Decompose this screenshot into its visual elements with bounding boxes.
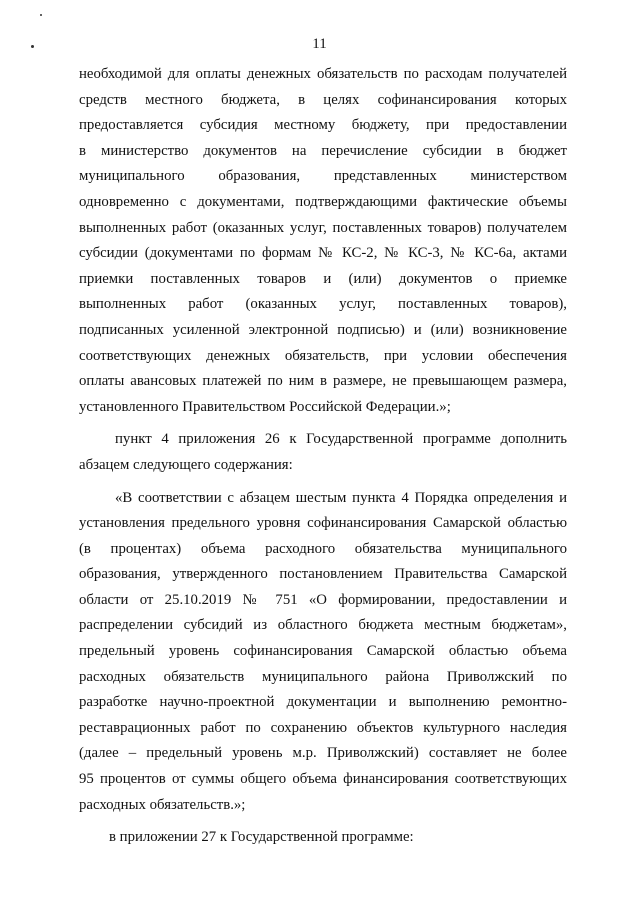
- text-line: установленного Правительством Российской Федерации.»;: [79, 398, 451, 415]
- text-line: (в процентах) объема расходного обязательства муниципального: [79, 540, 567, 557]
- document-body: [79, 62, 567, 851]
- text-line: установления предельного уровня софинансирования Самарской областью: [79, 515, 567, 532]
- text-line: оплаты авансовых платежей по ним в размере, не превышающем размера,: [79, 373, 567, 390]
- text-line: расходных обязательств.»;: [79, 796, 246, 813]
- text-line: предельный уровень софинансирования Самарской областью объема: [79, 643, 567, 660]
- text-line: в приложении 27 к Государственной программе:: [109, 829, 414, 846]
- text-line: разработке научно-проектной документации и выполнению ремонтно-: [79, 694, 567, 711]
- text-line: средств местного бюджета, в целях софинансирования которых: [79, 91, 567, 108]
- page-number: 11: [312, 36, 327, 52]
- text-line: одновременно с документами, подтверждающими фактические объемы: [79, 193, 567, 210]
- text-line: расходных обязательств муниципального района Приволжский по: [79, 668, 567, 685]
- text-line: предоставляется субсидия местному бюджету, при предоставлении: [79, 117, 567, 134]
- text-line: пункт 4 приложения 26 к Государственной программе дополнить: [115, 431, 567, 448]
- text-line: в министерство документов на перечисление субсидии в бюджет: [79, 142, 567, 159]
- scan-speck: [40, 14, 42, 16]
- paragraph-amendment-point-4: [79, 427, 567, 478]
- text-line: распределении субсидий из областного бюджета местным бюджетам»,: [79, 617, 567, 634]
- text-line: «В соответствии с абзацем шестым пункта 4 Порядка определения и: [115, 489, 567, 506]
- text-line: необходимой для оплаты денежных обязательств по расходам получателей: [79, 66, 567, 82]
- text-line: выполненных работ (оказанных услуг, поставленных товаров) получателем: [79, 219, 567, 236]
- text-line: образования, утвержденного постановлением Правительства Самарской: [79, 566, 567, 583]
- paragraph-cofinancing-level: [79, 486, 567, 819]
- text-line: выполненных работ (оказанных услуг, поставленных товаров),: [79, 296, 567, 313]
- text-line: (далее – предельный уровень м.р. Приволжский) составляет не более: [79, 745, 567, 762]
- text-line: абзацем следующего содержания:: [79, 456, 293, 473]
- paragraph-appendix-27: [79, 825, 567, 851]
- text-line: муниципального образования, представленных министерством: [79, 168, 567, 185]
- text-line: соответствующих денежных обязательств, при условии обеспечения: [79, 347, 567, 364]
- text-line: области от 25.10.2019 № 751 «О формировании, предоставлении и: [79, 591, 567, 608]
- text-line: субсидии (документами по формам № КС-2, № КС-3, № КС-6а, актами: [79, 245, 567, 262]
- text-line: подписанных усиленной электронной подписью) и (или) возникновение: [79, 321, 567, 338]
- text-line: приемки поставленных товаров и (или) документов о приемке: [79, 270, 567, 287]
- paragraph-subsidy-conditions: [79, 62, 567, 420]
- text-line: реставрационных работ по сохранению объектов культурного наследия: [79, 719, 567, 736]
- text-line: 95 процентов от суммы общего объема финансирования соответствующих: [79, 771, 567, 788]
